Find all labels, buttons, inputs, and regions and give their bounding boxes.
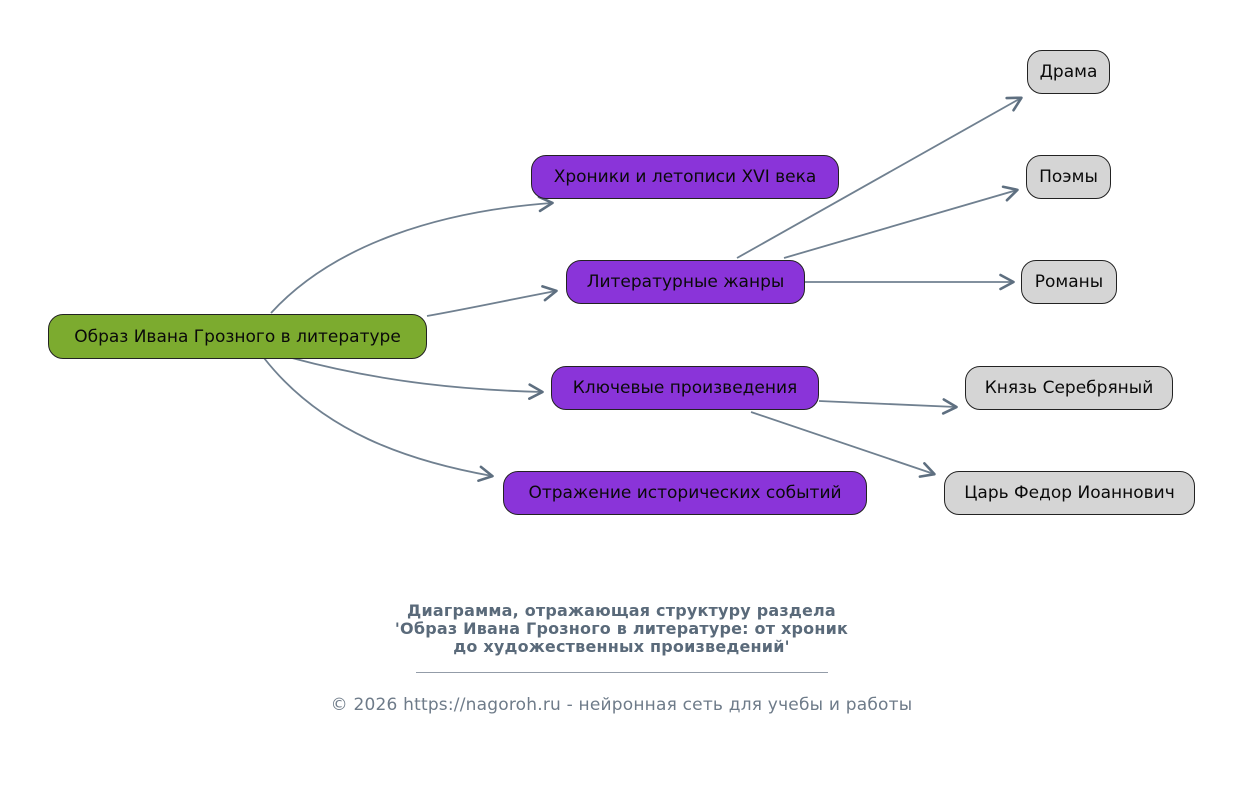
edge-genres-poems xyxy=(784,190,1017,258)
edge-works-tsar xyxy=(751,412,934,474)
footer-caption xyxy=(0,602,1243,656)
edge-root-works xyxy=(292,358,542,392)
footer-separator-line xyxy=(416,672,828,673)
node-tsar: Царь Федор Иоаннович xyxy=(944,471,1195,515)
node-chronicles: Хроники и летописи XVI века xyxy=(531,155,839,199)
node-root: Образ Ивана Грозного в литературе xyxy=(48,314,427,359)
footer-caption-line3: до художественных произведений' xyxy=(453,637,790,656)
node-knyaz: Князь Серебряный xyxy=(965,366,1173,410)
footer-copyright: © 2026 https://nagoroh.ru - нейронная сеть для учебы и работы xyxy=(330,695,913,715)
node-novels: Романы xyxy=(1021,260,1117,304)
node-works: Ключевые произведения xyxy=(551,366,819,410)
node-genres: Литературные жанры xyxy=(566,260,805,304)
edge-root-chronicles xyxy=(271,203,552,313)
edge-works-knyaz xyxy=(819,401,956,407)
edge-root-events xyxy=(264,358,492,476)
node-drama: Драма xyxy=(1027,50,1110,94)
footer-caption-line2: 'Образ Ивана Грозного в литературе: от хроник xyxy=(394,619,849,638)
edge-root-genres xyxy=(427,291,556,316)
footer-caption-line1: Диаграмма, отражающая структуру раздела xyxy=(407,601,836,620)
node-poems: Поэмы xyxy=(1026,155,1111,199)
node-events: Отражение исторических событий xyxy=(503,471,867,515)
